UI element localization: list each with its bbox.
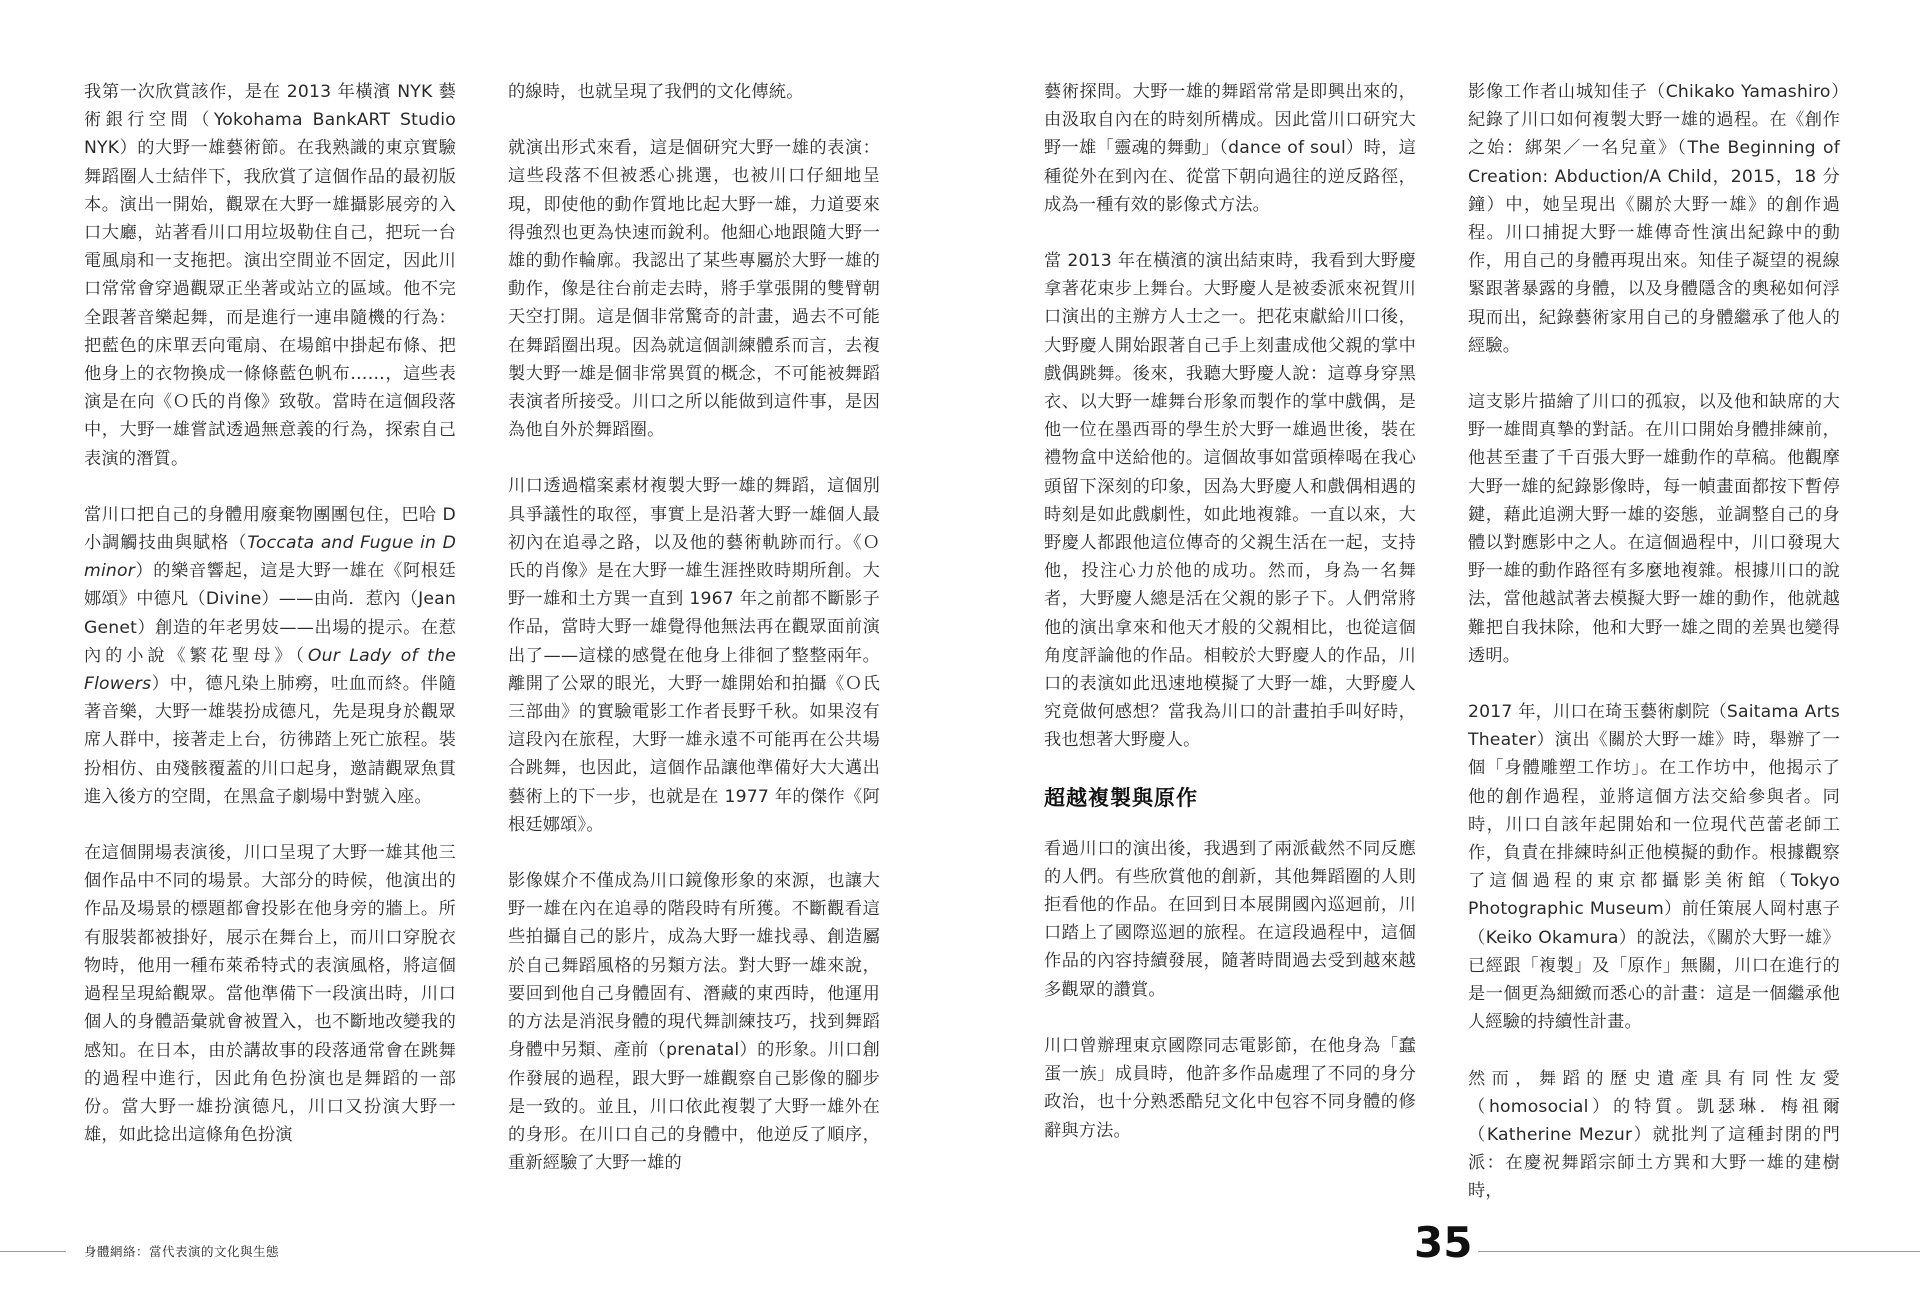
paragraph: 川口曾辦理東京國際同志電影節，在他身為「蠢蛋一族」成員時，他許多作品處理了不同的身分政治，也十分熟悉酷兒文化中包容不同身體的修辭與方法。: [1044, 1035, 1416, 1141]
footer-rule-left: [0, 1251, 66, 1252]
text-run: ）中，德凡染上肺癆，吐血而終。伴隨著音樂，大野一雄裝扮成德凡，先是現身於觀眾席人群中，接著走上台，彷彿踏上死亡旅程。裝扮相仿、由殘骸覆蓋的川口起身，邀請觀眾魚貫進入後方的空間，在黑盒子劇場中對號入座。: [84, 674, 456, 807]
paragraph: 就演出形式來看，這是個研究大野一雄的表演：這些段落不但被悉心挑選，也被川口仔細地呈現，即使他的動作質地比起大野一雄，力道要來得強烈也更為快速而銳利。他細心地跟隨大野一雄的動作輪廓。我認出了某些專屬於大野一雄的動作，像是往台前走去時，將手掌張開的雙臂朝天空打開。這是個非常驚奇的計畫，過去不可能在舞蹈圈出現。因為就這個訓練體系而言，去複製大野一雄是個非常異質的概念，不可能被舞蹈表演者所接受。川口之所以能做到這件事，是因為他自外於舞蹈圈。: [508, 138, 880, 441]
paragraph: 然而，舞蹈的歷史遺產具有同性友愛（homosocial）的特質。凱瑟琳．梅祖爾（Katherine Mezur）就批判了這種封閉的門派：在慶祝舞蹈宗師土方巽和大野一雄的建樹時，: [1468, 1068, 1840, 1202]
paragraph: 2017 年，川口在琦玉藝術劇院（Saitama Arts Theater）演出《關於大野一雄》時，舉辦了一個「身體雕塑工作坊」。在工作坊中，他揭示了他的創作過程，並將這個方法交給參與者。同時，川口自該年起開始和一位現代芭蕾老師工作，負責在排練時糾正他模擬的動作。根據觀察了這個過程的東京都攝影美術館（Tokyo Photographic Museum）前任策展人岡村惠子（Keiko Okamura）的說法，《關於大野一雄》已經跟「複製」及「原作」無關，川口在進行的是一個更為細緻而悉心的計畫：這是一個繼承他人經驗的持續性計畫。: [1468, 702, 1841, 1033]
text-column-2: [508, 78, 880, 1205]
paragraph: 我第一次欣賞該作，是在 2013 年橫濱 NYK 藝術銀行空間（Yokohama BankART Studio NYK）的大野一雄藝術節。在我熟識的東京實驗舞蹈圈人士結伴下，我欣賞了這個作品的最初版本。演出一開始，觀眾在大野一雄攝影展旁的入口大廳，站著看川口用垃圾勒住自己，把玩一台電風扇和一支拖把。演出空間並不固定，因此川口常常會穿過觀眾正坐著或站立的區域。他不完全跟著音樂起舞，而是進行一連串隨機的行為：把藍色的床單丟向電扇、在場館中掛起布條、把他身上的衣物換成一條條藍色帆布……，這些表演是在向《Ｏ氏的肖像》致敬。當時在這個段落中，大野一雄嘗試透過無意義的行為，探索自己表演的潛質。: [84, 82, 456, 469]
page-number: 35: [1414, 1218, 1473, 1267]
paragraph: 當 2013 年在橫濱的演出結束時，我看到大野慶拿著花束步上舞台。大野慶人是被委派來祝賀川口演出的主辦方人士之一。把花束獻給川口後，大野慶人開始跟著自己手上刻畫成他父親的掌中戲偶跳舞。後來，我聽大野慶人說：這尊身穿黑衣、以大野一雄舞台形象而製作的掌中戲偶，是他一位在墨西哥的學生於大野一雄過世後，裝在禮物盒中送給他的。這個故事如當頭棒喝在我心頭留下深刻的印象，因為大野慶人和戲偶相遇的時刻是如此戲劇性，如此地複雜。一直以來，大野慶人都跟他這位傳奇的父親生活在一起，支持他，投注心力於他的成功。然而，身為一名舞者，大野慶人總是活在父親的影子下。人們常將他的演出拿來和他天才般的父親相比，也從這個角度評論他的作品。相較於大野慶人的作品，川口的表演如此迅速地模擬了大野一雄，大野慶人究竟做何感想？當我為川口的計畫拍手叫好時，我也想著大野慶人。: [1044, 251, 1416, 751]
text-column-4: [1468, 78, 1840, 1234]
paragraph: 在這個開場表演後，川口呈現了大野一雄其他三個作品中不同的場景。大部分的時候，他演出的作品及場景的標題都會投影在他身旁的牆上。所有服裝都被掛好，展示在舞台上，而川口穿脫衣物時，他用一種布萊希特式的表演風格，將這個過程呈現給觀眾。當他準備下一段演出時，川口個人的身體語彙就會被置入，也不斷地改變我的感知。在日本，由於講故事的段落通常會在跳舞的過程中進行，因此角色扮演也是舞蹈的一部份。當大野一雄扮演德凡，川口又扮演大野一雄，如此捻出這條角色扮演: [84, 843, 456, 1146]
paragraph: 的線時，也就呈現了我們的文化傳統。: [508, 82, 804, 102]
paragraph: [84, 501, 456, 811]
paragraph: 影像媒介不僅成為川口鏡像形象的來源，也讓大野一雄在內在追尋的階段時有所獲。不斷觀看這些拍攝自己的影片，成為大野一雄找尋、創造屬於自己舞蹈風格的另類方法。對大野一雄來說，要回到他自己身體固有、潛藏的東西時，他運用的方法是消泯身體的現代舞訓練技巧，找到舞蹈身體中另類、產前（prenatal）的形象。川口創作發展的過程，跟大野一雄觀察自己影像的腳步是一致的。並且，川口依此複製了大野一雄外在的身形。在川口自己的身體中，他逆反了順序，重新經驗了大野一雄的: [508, 871, 880, 1174]
text-run: ）的樂音響起，這是大野一雄在《阿根廷娜頌》中德凡（Divine）——由尚．惹內（Jean Genet）創造的年老男妓——出場的提示。在惹內的小說《繁花聖母》（: [84, 561, 456, 666]
italic-title: Toccata and Fugue in D minor: [84, 533, 456, 582]
footer-rule-right: [1478, 1251, 1920, 1252]
section-heading: 超越複製與原作: [1044, 785, 1198, 810]
paragraph: 影像工作者山城知佳子（Chikako Yamashiro）紀錄了川口如何複製大野一雄的過程。在《創作之始：綁架／一名兒童》（The Beginning of Creation: Abduction/A Child，2015，18 分鐘）中，她呈現出《關於大野一雄》的創作過程。川口捕捉大野一雄傳奇性演出紀錄中的動作，用自己的身體再現出來。知佳子凝望的視線緊跟著暴露的身體，以及身體隱含的奧秘如何浮現而出，紀錄藝術家用自己的身體繼承了他人的經驗。: [1468, 82, 1840, 356]
paragraph: 川口透過檔案素材複製大野一雄的舞蹈，這個別具爭議性的取徑，事實上是沿著大野一雄個人最初內在追尋之路，以及他的藝術軌跡而行。《Ｏ氏的肖像》是在大野一雄生涯挫敗時期所創。大野一雄和土方巽一直到 1967 年之前都不斷影子作品，當時大野一雄覺得他無法再在觀眾面前演出了——這樣的感覺在他身上徘徊了整整兩年。離開了公眾的眼光，大野一雄開始和拍攝《Ｏ氏三部曲》的實驗電影工作者長野千秋。如果沒有這段內在旅程，大野一雄永遠不可能再在公共場合跳舞，也因此，這個作品讓他準備好大大邁出藝術上的下一步，也就是在 1977 年的傑作《阿根廷娜頌》。: [508, 476, 880, 835]
italic-title: Our Lady of the Flowers: [84, 645, 456, 695]
paragraph: 這支影片描繪了川口的孤寂，以及他和缺席的大野一雄間真摯的對話。在川口開始身體排練前，他甚至畫了千百張大野一雄動作的草稿。他觀摩大野一雄的紀錄影像時，每一幀畫面都按下暫停鍵，藉此追溯大野一雄的姿態，並調整自己的身體以對應影中之人。在這個過程中，川口發現大野一雄的動作路徑有多麼地複雜。根據川口的說法，當他越試著去模擬大野一雄的動作，他就越難把自我抹除，他和大野一雄之間的差異也變得透明。: [1468, 392, 1840, 666]
text-column-1: [84, 78, 456, 1177]
text-column-3: [1044, 78, 1416, 1173]
running-head: 身體網絡：當代表演的文化與生態: [84, 1244, 280, 1259]
paragraph: 看過川口的演出後，我遇到了兩派截然不同反應的人們。有些欣賞他的創新，其他舞蹈圈的人則拒看他的作品。在回到日本展開國內巡迴前，川口踏上了國際巡迴的旅程。在這段過程中，這個作品的內容持續發展，隨著時間過去受到越來越多觀眾的讚賞。: [1044, 838, 1416, 1000]
paragraph: 藝術探問。大野一雄的舞蹈常常是即興出來的，由汲取自內在的時刻所構成。因此當川口研究大野一雄「靈魂的舞動」（dance of soul）時，這種從外在到內在、從當下朝向過往的逆反路徑，成為一種有效的影像式方法。: [1044, 82, 1416, 215]
text-run: 當川口把自己的身體用廢棄物團團包住，巴哈 D 小調觸技曲與賦格（: [84, 504, 456, 554]
